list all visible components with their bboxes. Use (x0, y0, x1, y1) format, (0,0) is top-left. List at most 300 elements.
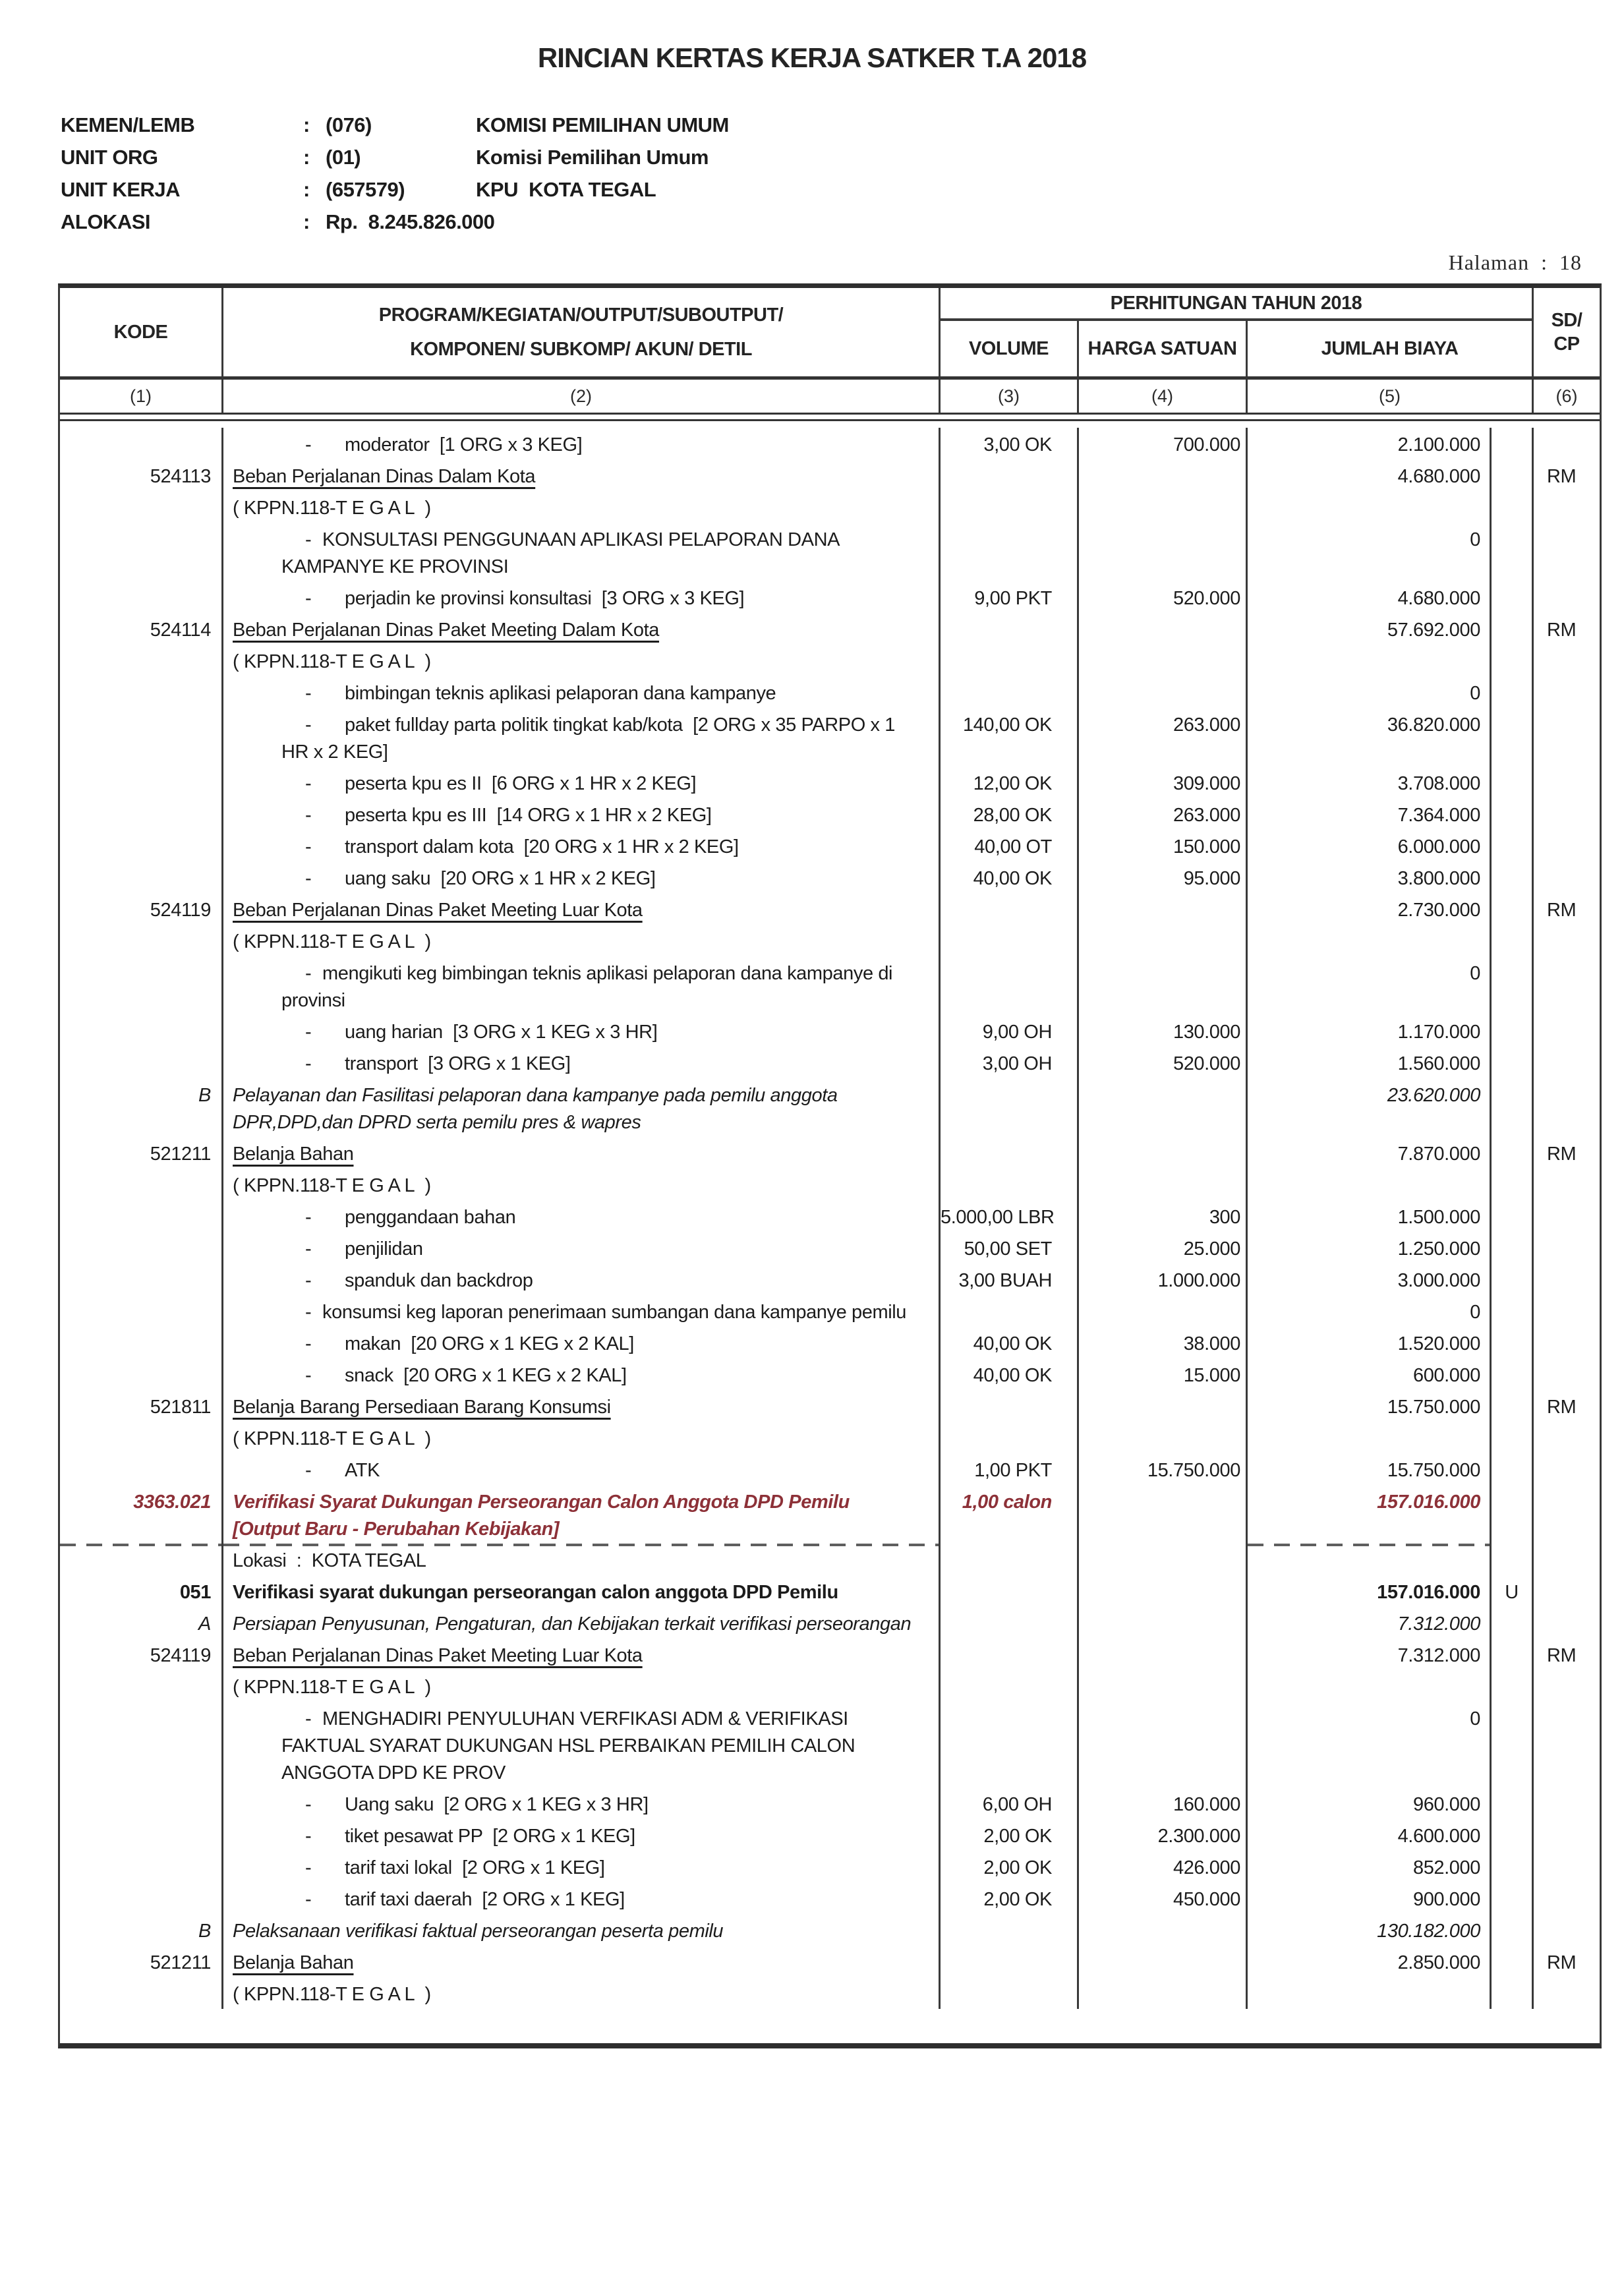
cell-jumlah-biaya: 0 (1248, 676, 1492, 708)
cell-volume (941, 1169, 1079, 1200)
cell-volume: 3,00 OH (941, 1047, 1079, 1078)
cell-harga-satuan: 160.000 (1079, 1787, 1248, 1819)
cell-flag (1492, 1422, 1534, 1453)
cell-harga-satuan: 426.000 (1079, 1851, 1248, 1882)
cell-jumlah-biaya: 6.000.000 (1248, 830, 1492, 861)
row-label: ( KPPN.118-T E G A L ) (233, 651, 431, 672)
cell-jumlah-biaya: 4.680.000 (1248, 581, 1492, 613)
cell-sdcp: RM (1547, 1952, 1577, 1973)
cell-volume: 9,00 OH (941, 1015, 1079, 1047)
bullet-dash: - (305, 836, 312, 857)
table-header (60, 288, 1600, 376)
cell-sdcp (1534, 491, 1600, 523)
cell-harga-satuan (1079, 1575, 1248, 1607)
cell-kode (60, 1882, 223, 1914)
cell-harga-satuan (1079, 925, 1248, 956)
cell-program (223, 830, 941, 861)
cell-jumlah-biaya: 3.000.000 (1248, 1263, 1492, 1295)
table-row (60, 1607, 1600, 1638)
cell-jumlah-biaya: 2.730.000 (1248, 893, 1492, 925)
bullet-dash: - (305, 529, 312, 550)
cell-flag (1492, 1200, 1534, 1232)
cell-kode (60, 676, 223, 708)
table-row (60, 645, 1600, 676)
bullet-dash: - (305, 1826, 312, 1847)
cell-program (223, 861, 941, 893)
row-label: konsumsi keg laporan penerimaan sumbangan dana kampanye pemilu (322, 1302, 907, 1323)
table-row (60, 1851, 1600, 1882)
cell-kode (60, 830, 223, 861)
cell-harga-satuan (1079, 1946, 1248, 1977)
cell-program (223, 956, 941, 1015)
cell-sdcp: RM (1547, 900, 1577, 921)
cell-volume: 9,00 PKT (941, 581, 1079, 613)
cell-program (223, 613, 941, 645)
cell-jumlah-biaya: 15.750.000 (1248, 1390, 1492, 1422)
cell-program (223, 1638, 941, 1670)
cell-program (223, 1015, 941, 1047)
cell-volume: 1,00 PKT (941, 1453, 1079, 1485)
table-row (60, 1047, 1600, 1078)
meta-colon: : (303, 178, 310, 201)
table-row (60, 1015, 1600, 1047)
cell-flag: U (1492, 1575, 1534, 1607)
cell-harga-satuan (1079, 1390, 1248, 1422)
cell-volume: 40,00 OT (941, 830, 1079, 861)
cell-program (223, 581, 941, 613)
cell-volume: 2,00 OK (941, 1851, 1079, 1882)
cell-kode (60, 1327, 223, 1358)
table-row (60, 1078, 1600, 1137)
col-header-program-line1: PROGRAM/KEGIATAN/OUTPUT/SUBOUTPUT/ (378, 304, 784, 326)
cell-harga-satuan (1079, 645, 1248, 676)
cell-harga-satuan (1079, 1544, 1248, 1575)
cell-sdcp (1534, 1327, 1600, 1358)
row-label: Belanja Bahan (233, 1144, 354, 1165)
cell-program (223, 1575, 941, 1607)
cell-kode: 521211 (60, 1946, 223, 1977)
cell-harga-satuan (1079, 1638, 1248, 1670)
cell-jumlah-biaya (1248, 1544, 1492, 1575)
cell-volume (941, 925, 1079, 956)
table-row (60, 1702, 1600, 1787)
cell-sdcp (1534, 1819, 1600, 1851)
table-row (60, 676, 1600, 708)
cell-flag (1492, 893, 1534, 925)
cell-volume (941, 1137, 1079, 1169)
cell-jumlah-biaya: 960.000 (1248, 1787, 1492, 1819)
cell-sdcp (1534, 708, 1600, 767)
bullet-dash: - (305, 1022, 312, 1043)
cell-kode: B (60, 1914, 223, 1946)
cell-volume (941, 893, 1079, 925)
cell-volume (941, 676, 1079, 708)
table-row (60, 1819, 1600, 1851)
col-header-sdcp-line2: CP (1553, 334, 1580, 355)
cell-sdcp (1534, 861, 1600, 893)
row-label: Belanja Bahan (233, 1952, 354, 1973)
table-row (60, 1200, 1600, 1232)
col-num-5: (5) (1248, 380, 1534, 413)
cell-jumlah-biaya: 0 (1248, 956, 1492, 1015)
col-header-sdcp (1534, 288, 1600, 376)
cell-jumlah-biaya: 1.170.000 (1248, 1015, 1492, 1047)
meta-row (61, 113, 1181, 146)
cell-sdcp (1534, 956, 1600, 1015)
table-row (60, 1358, 1600, 1390)
cell-flag (1492, 523, 1534, 581)
cell-volume: 50,00 SET (941, 1232, 1079, 1263)
meta-code: (657579) (326, 178, 405, 201)
cell-flag (1492, 1787, 1534, 1819)
column-number-row (60, 380, 1600, 413)
cell-program (223, 925, 941, 956)
table-row (60, 1232, 1600, 1263)
row-label: paket fullday parta politik tingkat kab/kota [2 ORG x 35 PARPO x 1 HR x 2 KEG] (281, 714, 896, 763)
cell-volume: 3,00 OK (941, 428, 1079, 459)
cell-flag (1492, 708, 1534, 767)
cell-flag (1492, 1295, 1534, 1327)
row-label: snack [20 ORG x 1 KEG x 2 KAL] (345, 1365, 627, 1386)
col-header-program (223, 288, 941, 376)
cell-jumlah-biaya (1248, 491, 1492, 523)
cell-harga-satuan (1079, 613, 1248, 645)
meta-code: (01) (326, 146, 361, 169)
row-label: uang harian [3 ORG x 1 KEG x 3 HR] (345, 1022, 658, 1043)
col-header-program-line2: KOMPONEN/ SUBKOMP/ AKUN/ DETIL (410, 339, 752, 360)
cell-program (223, 1787, 941, 1819)
cell-sdcp (1534, 767, 1600, 798)
row-label: penggandaan bahan (345, 1207, 516, 1228)
cell-harga-satuan: 15.750.000 (1079, 1453, 1248, 1485)
cell-kode: 051 (60, 1575, 223, 1607)
row-label: penjilidan (345, 1238, 423, 1260)
cell-kode (60, 1358, 223, 1390)
cell-kode: 3363.021 (60, 1485, 223, 1544)
cell-program (223, 1047, 941, 1078)
row-label: Beban Perjalanan Dinas Paket Meeting Dalam Kota (233, 620, 659, 641)
col-num-1: (1) (60, 380, 223, 413)
bullet-dash: - (305, 1857, 312, 1878)
cell-sdcp (1534, 1787, 1600, 1819)
cell-jumlah-biaya: 7.312.000 (1248, 1607, 1492, 1638)
cell-volume (941, 523, 1079, 581)
table-row (60, 1263, 1600, 1295)
cell-kode (60, 1169, 223, 1200)
cell-kode (60, 1819, 223, 1851)
row-label: ( KPPN.118-T E G A L ) (233, 931, 431, 952)
cell-program (223, 1819, 941, 1851)
meta-colon: : (303, 210, 310, 233)
cell-harga-satuan: 309.000 (1079, 767, 1248, 798)
cell-flag (1492, 925, 1534, 956)
cell-volume: 40,00 OK (941, 1327, 1079, 1358)
cell-flag (1492, 1453, 1534, 1485)
cell-kode: 524114 (60, 613, 223, 645)
table-row (60, 1787, 1600, 1819)
cell-jumlah-biaya: 600.000 (1248, 1358, 1492, 1390)
cell-jumlah-biaya (1248, 925, 1492, 956)
table-row (60, 1914, 1600, 1946)
cell-kode (60, 428, 223, 459)
cell-program (223, 1702, 941, 1787)
cell-volume: 28,00 OK (941, 798, 1079, 830)
cell-harga-satuan (1079, 1485, 1248, 1544)
row-label-line2: [Output Baru - Perubahan Kebijakan] (233, 1519, 560, 1540)
cell-jumlah-biaya: 2.850.000 (1248, 1946, 1492, 1977)
cell-volume: 40,00 OK (941, 861, 1079, 893)
cell-volume (941, 1702, 1079, 1787)
cell-flag (1492, 1327, 1534, 1358)
bullet-dash: - (305, 683, 312, 704)
cell-program (223, 1544, 941, 1575)
cell-volume (941, 956, 1079, 1015)
table-row (60, 459, 1600, 491)
cell-sdcp (1534, 830, 1600, 861)
cell-sdcp (1534, 925, 1600, 956)
cell-kode: 521211 (60, 1137, 223, 1169)
cell-flag (1492, 645, 1534, 676)
table-row (60, 767, 1600, 798)
cell-flag (1492, 459, 1534, 491)
cell-harga-satuan: 263.000 (1079, 798, 1248, 830)
cell-kode (60, 1851, 223, 1882)
row-label: mengikuti keg bimbingan teknis aplikasi pelaporan dana kampanye di provinsi (281, 963, 893, 1011)
row-label: ( KPPN.118-T E G A L ) (233, 1984, 431, 2005)
cell-harga-satuan (1079, 1295, 1248, 1327)
cell-volume (941, 1390, 1079, 1422)
cell-sdcp (1534, 1358, 1600, 1390)
row-label: Belanja Barang Persediaan Barang Konsumsi (233, 1397, 611, 1418)
cell-flag (1492, 1263, 1534, 1295)
cell-jumlah-biaya: 36.820.000 (1248, 708, 1492, 767)
cell-flag (1492, 1977, 1534, 2009)
cell-sdcp (1534, 1575, 1600, 1607)
cell-jumlah-biaya (1248, 645, 1492, 676)
cell-flag (1492, 1819, 1534, 1851)
cell-jumlah-biaya: 852.000 (1248, 1851, 1492, 1882)
row-label: Lokasi : KOTA TEGAL (233, 1550, 426, 1571)
cell-flag (1492, 428, 1534, 459)
row-label: bimbingan teknis aplikasi pelaporan dana kampanye (345, 683, 776, 704)
table-row (60, 491, 1600, 523)
cell-harga-satuan: 130.000 (1079, 1015, 1248, 1047)
cell-kode (60, 1453, 223, 1485)
cell-harga-satuan: 1.000.000 (1079, 1263, 1248, 1295)
row-label: peserta kpu es II [6 ORG x 1 HR x 2 KEG] (345, 773, 697, 794)
cell-jumlah-biaya: 3.708.000 (1248, 767, 1492, 798)
cell-harga-satuan (1079, 1607, 1248, 1638)
table-row (60, 581, 1600, 613)
cell-volume (941, 1575, 1079, 1607)
table-row (60, 1137, 1600, 1169)
worksheet-table (58, 283, 1602, 2048)
cell-sdcp (1534, 581, 1600, 613)
cell-kode (60, 1544, 223, 1575)
cell-volume (941, 1422, 1079, 1453)
cell-flag (1492, 1137, 1534, 1169)
table-row (60, 1295, 1600, 1327)
col-num-3: (3) (941, 380, 1079, 413)
cell-jumlah-biaya: 1.560.000 (1248, 1047, 1492, 1078)
table-row (60, 1670, 1600, 1702)
cell-harga-satuan: 520.000 (1079, 1047, 1248, 1078)
cell-sdcp (1534, 676, 1600, 708)
table-row (60, 956, 1600, 1015)
row-label: Uang saku [2 ORG x 1 KEG x 3 HR] (345, 1794, 649, 1815)
bullet-dash: - (305, 1270, 312, 1291)
table-row (60, 1946, 1600, 1977)
col-header-kode: KODE (60, 288, 223, 376)
cell-harga-satuan: 450.000 (1079, 1882, 1248, 1914)
col-header-volume: VOLUME (941, 321, 1079, 376)
cell-kode (60, 925, 223, 956)
cell-volume (941, 1946, 1079, 1977)
cell-harga-satuan (1079, 956, 1248, 1015)
cell-jumlah-biaya: 7.364.000 (1248, 798, 1492, 830)
cell-flag (1492, 1015, 1534, 1047)
cell-kode: 524119 (60, 893, 223, 925)
meta-label: UNIT KERJA (61, 178, 181, 201)
cell-harga-satuan: 520.000 (1079, 581, 1248, 613)
row-label: Verifikasi Syarat Dukungan Perseorangan Calon Anggota DPD Pemilu (233, 1492, 850, 1513)
cell-program (223, 645, 941, 676)
cell-harga-satuan: 150.000 (1079, 830, 1248, 861)
cell-kode (60, 1702, 223, 1787)
cell-volume: 5.000,00 LBR (941, 1200, 1079, 1232)
cell-volume (941, 645, 1079, 676)
cell-sdcp (1534, 1607, 1600, 1638)
bullet-dash: - (305, 1460, 312, 1481)
cell-volume (941, 1544, 1079, 1575)
cell-flag (1492, 861, 1534, 893)
cell-program (223, 1607, 941, 1638)
cell-harga-satuan: 263.000 (1079, 708, 1248, 767)
cell-kode (60, 956, 223, 1015)
cell-harga-satuan: 38.000 (1079, 1327, 1248, 1358)
cell-kode (60, 523, 223, 581)
bullet-dash: - (305, 868, 312, 889)
cell-program (223, 1670, 941, 1702)
cell-program (223, 1358, 941, 1390)
cell-flag (1492, 491, 1534, 523)
bullet-dash: - (305, 1053, 312, 1074)
row-label: Pelaksanaan verifikasi faktual perseorangan peserta pemilu (233, 1921, 724, 1942)
cell-program (223, 428, 941, 459)
meta-label: KEMEN/LEMB (61, 113, 195, 136)
cell-harga-satuan (1079, 1977, 1248, 2009)
cell-kode (60, 1232, 223, 1263)
cell-program (223, 1453, 941, 1485)
col-header-sdcp-line1: SD/ (1551, 310, 1582, 331)
page-number: Halaman : 18 (1448, 250, 1582, 274)
table-body (60, 421, 1600, 2043)
cell-kode: 521811 (60, 1390, 223, 1422)
meta-colon: : (303, 146, 310, 169)
cell-flag (1492, 1078, 1534, 1137)
cell-kode (60, 1295, 223, 1327)
cell-sdcp (1534, 1977, 1600, 2009)
cell-harga-satuan (1079, 1169, 1248, 1200)
cell-volume: 12,00 OK (941, 767, 1079, 798)
col-num-6: (6) (1555, 386, 1578, 406)
row-label: ( KPPN.118-T E G A L ) (233, 498, 431, 519)
cell-program (223, 1882, 941, 1914)
cell-flag (1492, 1358, 1534, 1390)
bullet-dash: - (305, 1889, 312, 1910)
table-row (60, 861, 1600, 893)
table-row (60, 613, 1600, 645)
table-row (60, 1169, 1600, 1200)
cell-jumlah-biaya: 900.000 (1248, 1882, 1492, 1914)
cell-jumlah-biaya: 2.100.000 (1248, 428, 1492, 459)
cell-flag (1492, 1232, 1534, 1263)
cell-sdcp: RM (1547, 1397, 1577, 1418)
cell-jumlah-biaya: 0 (1248, 523, 1492, 581)
cell-harga-satuan (1079, 1914, 1248, 1946)
cell-harga-satuan: 700.000 (1079, 428, 1248, 459)
cell-kode: A (60, 1607, 223, 1638)
row-label: Beban Perjalanan Dinas Paket Meeting Luar Kota (233, 900, 643, 921)
meta-name: KOMISI PEMILIHAN UMUM (476, 113, 729, 136)
cell-sdcp (1534, 1485, 1600, 1544)
cell-jumlah-biaya: 1.500.000 (1248, 1200, 1492, 1232)
col-header-jumlah-biaya: JUMLAH BIAYA (1248, 321, 1534, 376)
cell-harga-satuan (1079, 676, 1248, 708)
cell-jumlah-biaya: 7.870.000 (1248, 1137, 1492, 1169)
col-num-2: (2) (223, 380, 941, 413)
cell-sdcp (1534, 523, 1600, 581)
cell-volume: 140,00 OK (941, 708, 1079, 767)
table-row (60, 1638, 1600, 1670)
cell-flag (1492, 1485, 1534, 1544)
cell-program (223, 1263, 941, 1295)
row-label: ( KPPN.118-T E G A L ) (233, 1677, 431, 1698)
bullet-dash: - (305, 773, 312, 794)
cell-harga-satuan: 25.000 (1079, 1232, 1248, 1263)
cell-kode (60, 491, 223, 523)
cell-kode (60, 1200, 223, 1232)
cell-jumlah-biaya: 1.250.000 (1248, 1232, 1492, 1263)
cell-flag (1492, 830, 1534, 861)
cell-sdcp: RM (1547, 466, 1577, 487)
row-label: tiket pesawat PP [2 ORG x 1 KEG] (345, 1826, 635, 1847)
bullet-dash: - (305, 1794, 312, 1815)
cell-flag (1492, 676, 1534, 708)
cell-flag (1492, 1607, 1534, 1638)
cell-flag (1492, 613, 1534, 645)
cell-flag (1492, 1702, 1534, 1787)
row-label: ( KPPN.118-T E G A L ) (233, 1428, 431, 1449)
table-row (60, 523, 1600, 581)
cell-program (223, 1200, 941, 1232)
cell-kode: B (60, 1078, 223, 1137)
cell-program (223, 1232, 941, 1263)
cell-volume: 2,00 OK (941, 1819, 1079, 1851)
cell-sdcp (1534, 1914, 1600, 1946)
cell-sdcp (1534, 428, 1600, 459)
cell-jumlah-biaya (1248, 1670, 1492, 1702)
cell-sdcp (1534, 645, 1600, 676)
col-header-perhitungan: PERHITUNGAN TAHUN 2018 (941, 288, 1534, 321)
col-num-4: (4) (1079, 380, 1248, 413)
cell-flag (1492, 1946, 1534, 1977)
cell-sdcp (1534, 1078, 1600, 1137)
cell-flag (1492, 1047, 1534, 1078)
bullet-dash: - (305, 805, 312, 826)
cell-kode (60, 1977, 223, 2009)
cell-harga-satuan (1079, 1702, 1248, 1787)
